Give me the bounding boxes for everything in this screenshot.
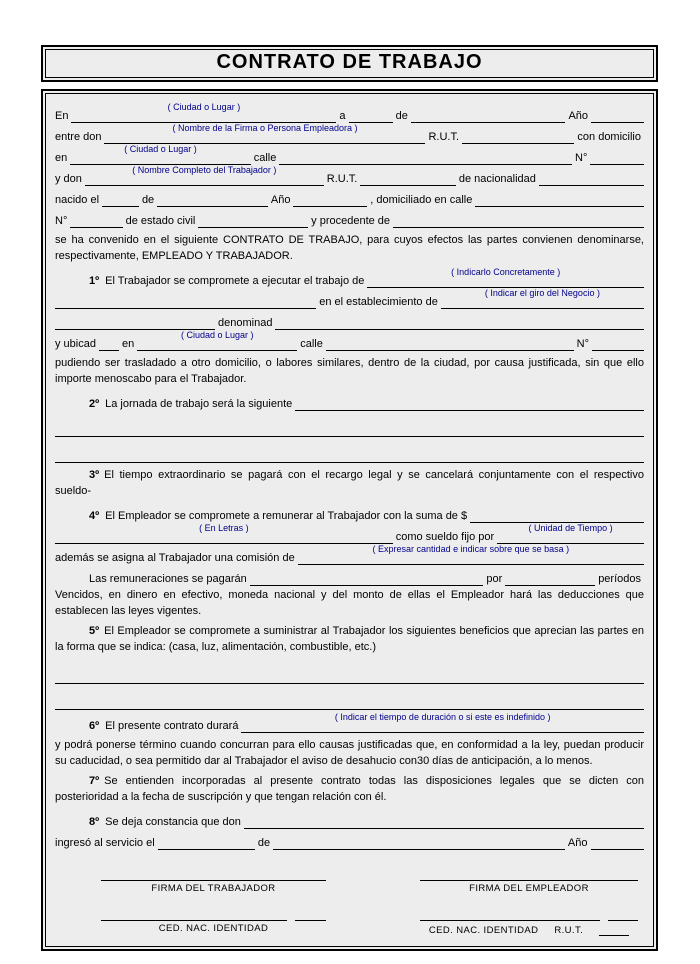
row-comision	[55, 544, 644, 565]
signature-label-trabajador: FIRMA DEL TRABAJADOR	[151, 883, 276, 894]
paragraph-traslado: pudiendo ser trasladado a otro domicilio, o labores similares, dentro de la ciudad, por causa justificada, sin que ello importe menoscabo para el Trabajador.	[55, 357, 644, 385]
label-calle: calle	[300, 338, 323, 350]
row-clausula-8	[55, 808, 644, 829]
signature-area	[55, 868, 644, 936]
label-en: en	[121, 338, 135, 350]
blank-numero-establecimiento[interactable]	[592, 350, 644, 351]
blank-procedencia[interactable]	[393, 227, 644, 228]
blank-jornada-cont-2[interactable]	[55, 462, 644, 463]
label-establecimiento: en el establecimiento de	[319, 296, 438, 308]
blank-ubicad-oa[interactable]	[99, 350, 119, 351]
label-procedente: y procedente de	[311, 215, 391, 227]
clause-3-text: El tiempo extraordinario se pagará con el recargo legal y se cancelará conjuntamente con el respectivo sueldo-	[55, 469, 644, 497]
paragraph-clausula-5	[55, 623, 644, 655]
blank-dia-nacimiento[interactable]	[102, 206, 139, 207]
row-nacimiento	[55, 186, 644, 207]
clause-number: 1º	[89, 275, 100, 287]
row-domicilio-empleador	[55, 144, 644, 165]
hint-unidad-tiempo: ( Unidad de Tiempo )	[528, 523, 613, 533]
title-box	[41, 45, 658, 82]
label-numero: N°	[55, 215, 68, 227]
row-trabajador	[55, 165, 644, 186]
row-linea-blanca	[55, 411, 644, 437]
blank-calle-establecimiento[interactable]	[326, 350, 574, 351]
label-anio: Año	[568, 110, 589, 122]
row-clausula-4	[55, 502, 644, 523]
hint-expresar-cantidad: ( Expresar cantidad e indicar sobre que se basa )	[372, 544, 570, 554]
clause-number: 2º	[89, 398, 100, 410]
blank-calle-empleador[interactable]	[279, 164, 572, 165]
label-denominad: denominad	[218, 317, 273, 329]
hint-en-letras: ( En Letras )	[199, 523, 249, 533]
label-de: de	[395, 110, 408, 122]
hint-ciudad-lugar: ( Ciudad o Lugar )	[180, 330, 254, 340]
blank-calle-trabajador[interactable]	[475, 206, 644, 207]
blank-beneficios-1[interactable]	[55, 683, 644, 684]
label-estado-civil: de estado civil	[125, 215, 196, 227]
row-linea-blanca	[55, 658, 644, 684]
clause-4-text: El Empleador se compromete a remunerar al Trabajador con la suma de $	[105, 510, 468, 522]
blank-suma-letras[interactable]	[55, 523, 393, 544]
row-remuneraciones	[55, 565, 644, 586]
row-linea-blanca	[55, 437, 644, 463]
signature-line-trabajador[interactable]	[101, 868, 326, 881]
label-en: en	[55, 152, 68, 164]
label-de: de	[141, 194, 155, 206]
label-calle: calle	[253, 152, 277, 164]
contract-page	[41, 45, 658, 951]
clause-number: 6º	[89, 720, 100, 732]
blank-duracion[interactable]	[241, 712, 644, 733]
row-denominacion	[55, 309, 644, 330]
clause-number: 5º	[89, 625, 100, 637]
blank-anio-nacimiento[interactable]	[293, 206, 367, 207]
row-ubicacion	[55, 330, 644, 351]
label-rut: R.U.T.	[326, 173, 358, 185]
blank-giro[interactable]	[441, 288, 644, 309]
label-nacido-el: nacido el	[55, 194, 100, 206]
hint-nombre-firma: ( Nombre de la Firma o Persona Empleadora )	[172, 123, 358, 133]
rut-line-empleador[interactable]	[599, 926, 629, 936]
signature-block-trabajador	[101, 868, 326, 936]
clause-5-text: El Empleador se compromete a suministrar al Trabajador los siguientes beneficios que aprecian las partes en la forma que se indica: (casa, luz, alimentación, combustible, etc.)	[55, 625, 644, 653]
blank-rut-trabajador[interactable]	[360, 185, 456, 186]
row-linea-blanca	[55, 684, 644, 710]
clause-6-text: El presente contrato durará	[105, 720, 239, 732]
row-ingreso	[55, 829, 644, 850]
signature-line-empleador[interactable]	[420, 868, 638, 881]
label-rut: R.U.T.	[428, 131, 460, 143]
blank-numero-empleador[interactable]	[590, 164, 644, 165]
hint-giro-negocio: ( Indicar el giro del Negocio )	[484, 288, 600, 298]
blank-estado-civil[interactable]	[198, 227, 308, 228]
blank-rut-empleador[interactable]	[462, 143, 574, 144]
blank-forma-pago[interactable]	[250, 585, 484, 586]
label-remuneraciones: Las remuneraciones se pagarán	[89, 573, 247, 585]
label-numero: N°	[576, 338, 589, 350]
blank-anio[interactable]	[591, 122, 644, 123]
paragraph-termino: y podrá ponerse término cuando concurran para ello causas justificadas que, en conformidad a la ley, puedan producir su caducidad, o sea permitido dar al Trabajador el aviso de desahucio con30 días de anticipación, a lo menos.	[55, 739, 644, 767]
row-clausula-1	[55, 267, 644, 288]
label-por: por	[486, 573, 503, 585]
blank-denominacion[interactable]	[275, 329, 644, 330]
id-label-empleador: CED. NAC. IDENTIDAD	[428, 925, 539, 936]
label-anio: Año	[270, 194, 291, 206]
label-nacionalidad: de nacionalidad	[458, 173, 536, 185]
row-sueldo	[55, 523, 644, 544]
clause-number: 4º	[89, 510, 100, 522]
blank-constancia-don[interactable]	[244, 828, 644, 829]
label-sueldo-fijo: como sueldo fijo por	[395, 531, 495, 543]
clause-number: 3º	[89, 469, 100, 481]
label-ingreso: ingresó al servicio el	[55, 837, 155, 849]
paragraph-convenio: se ha convenido en el siguiente CONTRATO DE TRABAJO, para cuyos efectos las partes convienen denominarse, respectivamente, EMPLEADO Y TRABAJADOR.	[55, 234, 644, 262]
label-numero: N°	[575, 152, 588, 164]
label-y-don: y don	[55, 173, 82, 185]
blank-trabajo-cont[interactable]	[55, 308, 316, 309]
blank-nacionalidad[interactable]	[539, 185, 644, 186]
rut-label-empleador: R.U.T.	[554, 925, 584, 936]
clause-7-text: Se entienden incorporadas al presente contrato todas las disposiciones legales que se dicten con posterioridad a la fecha de suscripción y que tengan relación con él.	[55, 775, 644, 803]
id-line-trabajador[interactable]	[101, 909, 326, 921]
row-fecha	[55, 102, 644, 123]
blank-dia-ingreso[interactable]	[158, 849, 255, 850]
label-comision: además se asigna al Trabajador una comisión de	[55, 552, 295, 564]
hint-tiempo-duracion: ( Indicar el tiempo de duración o si este es indefinido )	[334, 712, 551, 722]
row-clausula-2	[55, 390, 644, 411]
label-ubicad: y ubicad	[55, 338, 96, 350]
paragraph-vencidos: Vencidos, en dinero en efectivo, moneda nacional y del monto de ellas el Empleador hará las deducciones que establecen las leyes vigentes.	[55, 589, 644, 617]
clause-1-text: El Trabajador se compromete a ejecutar el trabajo de	[105, 275, 365, 287]
label-domiciliado: , domiciliado en calle	[370, 194, 473, 206]
blank-jornada[interactable]	[295, 410, 644, 411]
label-entre-don: entre don	[55, 131, 102, 143]
clause-2-text: La jornada de trabajo será la siguiente	[105, 398, 293, 410]
id-label-trabajador: CED. NAC. IDENTIDAD	[158, 923, 269, 934]
id-line-empleador[interactable]	[420, 909, 638, 921]
label-de: de	[257, 837, 271, 849]
label-a: a	[339, 110, 346, 122]
clause-number: 7º	[89, 775, 100, 787]
blank-periodos[interactable]	[505, 585, 595, 586]
row-empleador	[55, 123, 644, 144]
label-periodos: períodos	[598, 573, 641, 585]
paragraph-clausula-7	[55, 773, 644, 805]
hint-ciudad-lugar: ( Ciudad o Lugar )	[124, 144, 197, 154]
row-clausula-6	[55, 710, 644, 733]
signature-label-empleador: FIRMA DEL EMPLEADOR	[469, 883, 589, 894]
row-establecimiento	[55, 288, 644, 309]
clause-8-text: Se deja constancia que don	[105, 816, 241, 828]
blank-nombre-trabajador[interactable]	[85, 165, 324, 186]
blank-mes[interactable]	[411, 122, 566, 123]
paragraph-clausula-3	[55, 467, 644, 499]
blank-numero-trabajador[interactable]	[70, 227, 122, 228]
blank-ciudad-establecimiento[interactable]	[137, 330, 297, 351]
blank-mes-nacimiento[interactable]	[157, 206, 268, 207]
row-estado-civil	[55, 207, 644, 228]
label-anio: Año	[567, 837, 588, 849]
blank-comision[interactable]	[298, 544, 644, 565]
form-box	[41, 89, 658, 951]
page-title: CONTRATO DE TRABAJO	[216, 51, 483, 73]
blank-mes-ingreso[interactable]	[273, 849, 565, 850]
hint-ciudad-lugar: ( Ciudad o Lugar )	[167, 102, 241, 112]
label-con-domicilio: con domicilio	[577, 131, 641, 143]
hint-nombre-trabajador: ( Nombre Completo del Trabajador )	[132, 165, 277, 175]
signature-block-empleador	[420, 868, 638, 936]
hint-indicarlo: ( Indicarlo Concretamente )	[451, 267, 561, 277]
clause-number: 8º	[89, 816, 100, 828]
blank-anio-ingreso[interactable]	[591, 849, 644, 850]
label-en: En	[55, 110, 69, 122]
blank-jornada-cont-1[interactable]	[55, 436, 644, 437]
blank-beneficios-2[interactable]	[55, 709, 644, 710]
